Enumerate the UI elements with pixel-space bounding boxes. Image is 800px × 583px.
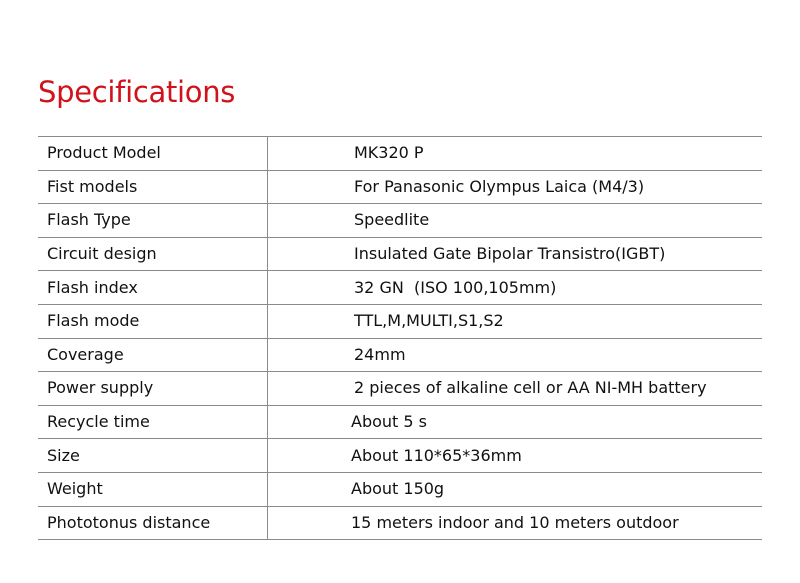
spec-value: About 150g <box>268 472 763 506</box>
table-row <box>38 271 762 305</box>
spec-label: Recycle time <box>38 405 268 439</box>
spec-value: MK320 P <box>268 137 763 171</box>
spec-label: Fist models <box>38 170 268 204</box>
spec-label: Flash mode <box>38 304 268 338</box>
spec-label: Power supply <box>38 372 268 406</box>
spec-value: 32 GN (ISO 100,105mm) <box>268 271 763 305</box>
table-row <box>38 237 762 271</box>
table-row <box>38 304 762 338</box>
table-row <box>38 439 762 473</box>
table-row <box>38 137 762 171</box>
table-row <box>38 170 762 204</box>
specifications-table <box>38 136 762 540</box>
table-row <box>38 506 762 540</box>
table-row <box>38 472 762 506</box>
spec-label: Weight <box>38 472 268 506</box>
spec-value: About 110*65*36mm <box>268 439 763 473</box>
spec-label: Flash Type <box>38 204 268 238</box>
table-row <box>38 405 762 439</box>
spec-label: Coverage <box>38 338 268 372</box>
spec-label: Phototonus distance <box>38 506 268 540</box>
page-title: Specifications <box>38 75 236 109</box>
spec-value: Speedlite <box>268 204 763 238</box>
spec-label: Circuit design <box>38 237 268 271</box>
spec-value: About 5 s <box>268 405 763 439</box>
spec-label: Size <box>38 439 268 473</box>
table-row <box>38 372 762 406</box>
spec-value: 15 meters indoor and 10 meters outdoor <box>268 506 763 540</box>
spec-value: 24mm <box>268 338 763 372</box>
table-row <box>38 204 762 238</box>
spec-label: Product Model <box>38 137 268 171</box>
spec-value: TTL,M,MULTI,S1,S2 <box>268 304 763 338</box>
spec-value: 2 pieces of alkaline cell or AA NI-MH battery <box>268 372 763 406</box>
table-row <box>38 338 762 372</box>
spec-value: For Panasonic Olympus Laica (M4/3) <box>268 170 763 204</box>
spec-label: Flash index <box>38 271 268 305</box>
spec-value: Insulated Gate Bipolar Transistro(IGBT) <box>268 237 763 271</box>
